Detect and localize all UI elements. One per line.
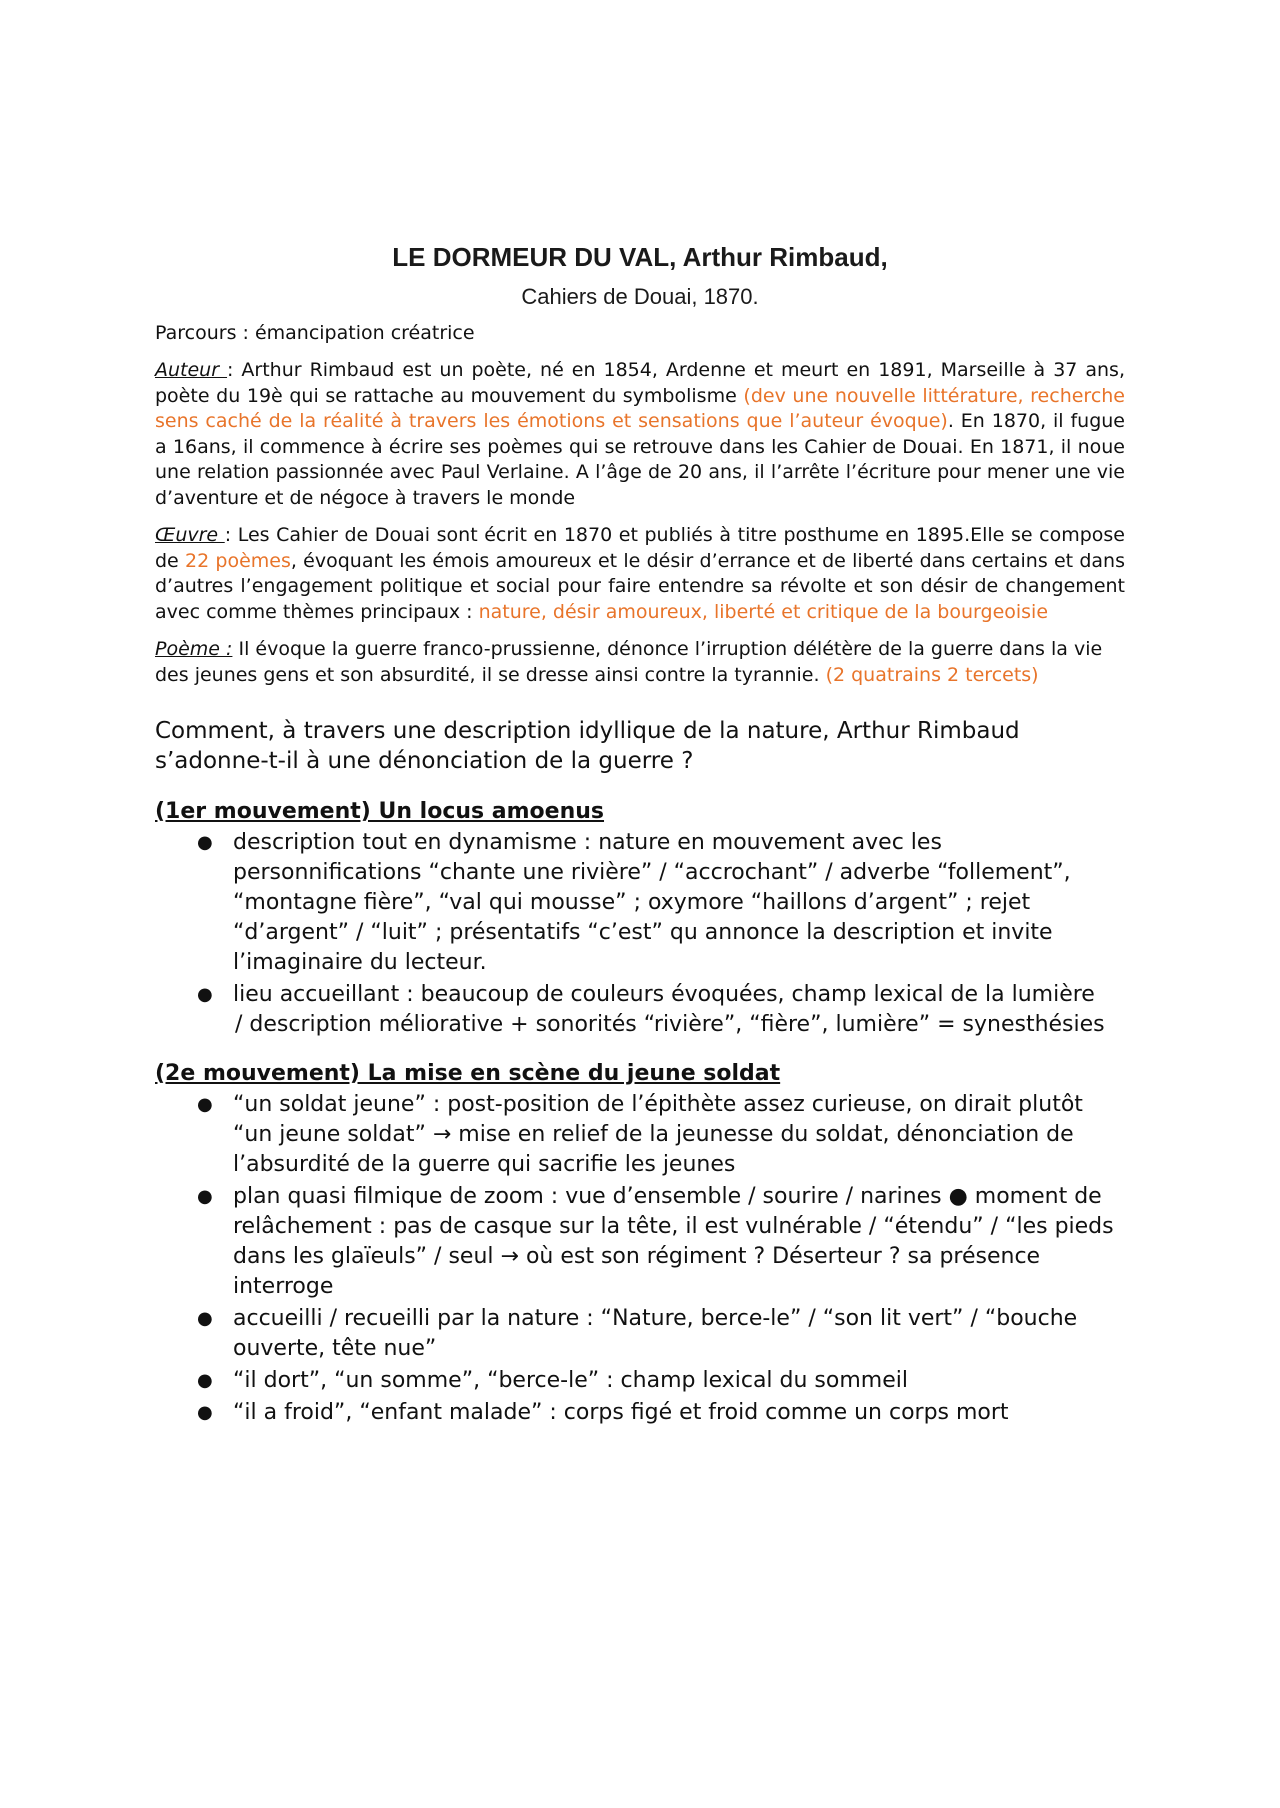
bullet-icon: ● (197, 832, 213, 853)
list-item-text: “il dort”, “un somme”, “berce-le” : champ lexical du sommeil (233, 1368, 908, 1393)
list-item (155, 1090, 1125, 1180)
auteur-text-1: : Arthur Rimbaud est un poète, né en 1854, Ardenne et meurt en 1891, Marseille à 37 ans, poète du 19è qui se rattache au mouvement du symbolisme (155, 359, 1125, 407)
bullet-icon: ● (197, 1370, 213, 1391)
poeme-text: Il évoque la guerre franco-prussienne, dénonce l’irruption délétère de la guerre dans la vie des jeunes gens et son absurdité, il se dresse ainsi contre la tyrannie. (155, 638, 1103, 686)
section2-list (155, 1090, 1125, 1428)
list-item-text: description tout en dynamisme : nature en mouvement avec les personnifications “chante une rivière” / “accrochant” / adverbe “follement”, “montagne fière”, “val qui mousse” ; oxymore “haillons d’argent” ; rejet “d’argent” / “luit” ; présentatifs “c’est” qu annonce la description et invite l’imaginaire du lecteur. (233, 830, 1071, 975)
auteur-paragraph (155, 358, 1125, 511)
document-title: LE DORMEUR DU VAL, Arthur Rimbaud, (392, 242, 888, 272)
parcours-line: Parcours : émancipation créatrice (155, 322, 475, 344)
oeuvre-highlight-2: nature, désir amoureux, liberté et critique de la bourgeoisie (478, 600, 1049, 623)
list-item-text: lieu accueillant : beaucoup de couleurs évoquées, champ lexical de la lumière (233, 982, 1095, 1007)
list-item (155, 980, 1125, 1010)
bullet-icon: ● (197, 1402, 213, 1423)
poeme-paragraph (155, 637, 1125, 688)
document-subtitle: Cahiers de Douai, 1870. (521, 284, 759, 309)
poeme-highlight: (2 quatrains 2 tercets) (825, 663, 1039, 686)
list-continuation (155, 1010, 1125, 1040)
oeuvre-paragraph (155, 523, 1125, 625)
problematique-question: Comment, à travers une description idyllique de la nature, Arthur Rimbaud s’adonne-t-il à une dénonciation de la guerre ? (155, 718, 1020, 774)
list-item (155, 1398, 1125, 1428)
oeuvre-label: Œuvre (155, 524, 225, 546)
poeme-label: Poème : (155, 638, 233, 660)
list-item (155, 828, 1125, 978)
bullet-icon: ● (197, 984, 213, 1005)
section1-list (155, 828, 1125, 1040)
bullet-icon: ● (197, 1308, 213, 1329)
auteur-text-2: . En 1870, il fugue a 16ans, il commence à écrire ses poèmes qui se retrouve dans les Cahier de Douai. En 1871, il noue une relation passionnée avec Paul Verlaine. A l’âge de 20 ans, il l’arrête l’écriture pour mener une vie d’aventure et de négoce à travers le monde (155, 410, 1125, 509)
list-item-text: “il a froid”, “enfant malade” : corps figé et froid comme un corps mort (233, 1400, 1009, 1425)
section2-title: (2e mouvement) La mise en scène du jeune soldat (155, 1061, 781, 1086)
list-item-text: “un soldat jeune” : post-position de l’épithète assez curieuse, on dirait plutôt “un jeune soldat” → mise en relief de la jeunesse du soldat, dénonciation de l’absurdité de la guerre qui sacrifie les jeunes (233, 1092, 1083, 1177)
oeuvre-text-2: , évoquant les émois amoureux et le désir d’errance et de liberté dans certains et dans d’autres l’engagement politique et social pour faire entendre sa révolte et son désir de changement avec comme thèmes principaux : (155, 549, 1125, 623)
list-item (155, 1304, 1125, 1364)
list-item-text: accueilli / recueilli par la nature : “Nature, berce-le” / “son lit vert” / “bouche ouverte, tête nue” (233, 1306, 1078, 1361)
list-item (155, 1366, 1125, 1396)
document-page (155, 240, 1125, 1430)
section1-title: (1er mouvement) Un locus amoenus (155, 799, 605, 824)
auteur-highlight: (dev une nouvelle littérature, recherche sens caché de la réalité à travers les émotions et sensations que l’auteur évoque) (155, 384, 1125, 432)
auteur-label: Auteur (155, 359, 228, 381)
oeuvre-highlight-1: 22 poèmes (185, 549, 291, 572)
oeuvre-text-1: : Les Cahier de Douai sont écrit en 1870 et publiés à titre posthume en 1895.Elle se compose de (155, 524, 1125, 572)
list-item (155, 1182, 1125, 1302)
list-item-text: / description méliorative + sonorités “rivière”, “fière”, lumière” = synesthésies (235, 1012, 1105, 1037)
bullet-icon: ● (197, 1186, 213, 1207)
bullet-icon: ● (197, 1094, 213, 1115)
list-item-text: plan quasi filmique de zoom : vue d’ensemble / sourire / narines ● moment de relâchement : pas de casque sur la tête, il est vulnérable / “étendu” / “les pieds dans les glaïeuls” / seul → où est son régiment ? Déserteur ? sa présence interroge (233, 1184, 1114, 1299)
